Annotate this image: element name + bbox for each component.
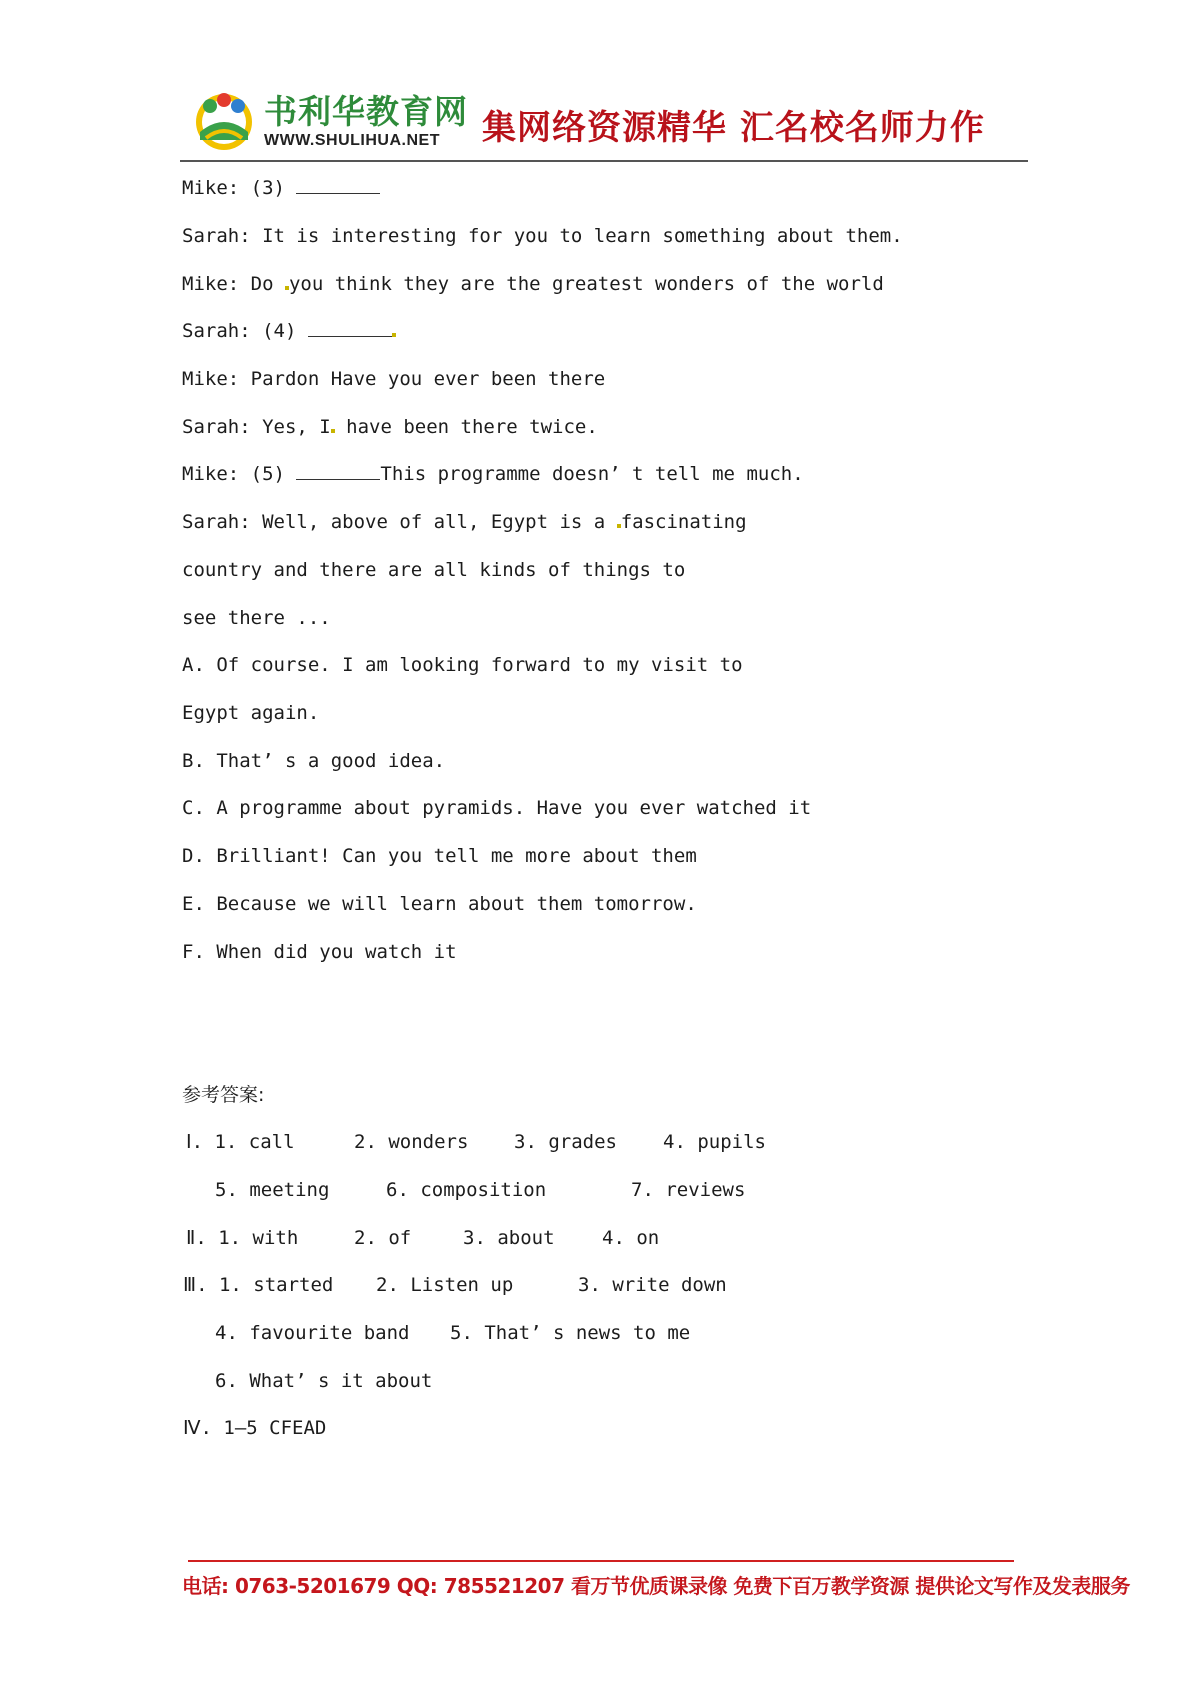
answer-2-3: 3. about xyxy=(463,1227,555,1249)
logo-url: WWW.SHULIHUA.NET xyxy=(264,132,440,149)
dialogue-line-6: Sarah: Yes, I have been there twice. xyxy=(182,416,598,438)
option-c: C. A programme about pyramids. Have you ever watched it xyxy=(182,797,812,819)
dialogue-line-1: Mike: (3) xyxy=(182,176,380,200)
option-a: A. Of course. I am looking forward to my visit to xyxy=(182,654,743,676)
dialogue-line-2: Sarah: It is interesting for you to learn something about them. xyxy=(182,225,903,247)
answer-blank xyxy=(308,320,392,337)
answer-4: Ⅳ. 1—5 CFEAD xyxy=(183,1417,327,1439)
logo-title: 书利华教育网 xyxy=(264,92,468,131)
answer-2-1: Ⅱ. 1. with xyxy=(186,1227,299,1249)
answer-3-2: 2. Listen up xyxy=(376,1274,514,1296)
answer-blank xyxy=(296,177,380,194)
answer-1-7: 7. reviews xyxy=(631,1179,746,1201)
answer-2-4: 4. on xyxy=(602,1227,660,1249)
dialogue-line-4: Sarah: (4) xyxy=(182,319,396,343)
answer-1-5: 5. meeting xyxy=(215,1179,330,1201)
header-divider xyxy=(180,160,1028,162)
answer-3-1: Ⅲ. 1. started xyxy=(183,1274,334,1296)
answer-3-5: 5. That’ s news to me xyxy=(450,1322,691,1344)
option-e: E. Because we will learn about them tomorrow. xyxy=(182,893,697,915)
answers-heading: 参考答案: xyxy=(182,1084,265,1106)
answer-3-3: 3. write down xyxy=(578,1274,727,1296)
answer-1-6: 6. composition xyxy=(386,1179,547,1201)
answer-3-6: 6. What’ s it about xyxy=(215,1370,433,1392)
dialogue-line-5: Mike: Pardon Have you ever been there xyxy=(182,368,606,390)
answer-3-4: 4. favourite band xyxy=(215,1322,410,1344)
answer-1-1: Ⅰ. 1. call xyxy=(186,1131,295,1153)
dialogue-line-8: Sarah: Well, above of all, Egypt is a fascinating xyxy=(182,511,747,533)
option-f: F. When did you watch it xyxy=(182,941,457,963)
answer-1-2: 2. wonders xyxy=(354,1131,469,1153)
header-slogan: 集网络资源精华 汇名校名师力作 xyxy=(482,108,985,148)
footer-contact: 电话: 0763-5201679 QQ: 785521207 看万节优质课录像 免费下百万教学资源 提供论文写作及发表服务 xyxy=(182,1574,1130,1598)
footer-divider xyxy=(188,1560,1014,1562)
page-header xyxy=(180,86,1025,156)
option-d: D. Brilliant! Can you tell me more about them xyxy=(182,845,697,867)
dialogue-line-3: Mike: Do you think they are the greatest wonders of the world xyxy=(182,273,884,295)
answer-1-4: 4. pupils xyxy=(663,1131,766,1153)
dialogue-line-10: see there ... xyxy=(182,607,331,629)
answer-2-2: 2. of xyxy=(354,1227,412,1249)
option-b: B. That’ s a good idea. xyxy=(182,750,446,772)
logo-icon xyxy=(192,88,256,152)
dialogue-line-7: Mike: (5) This programme doesn’ t tell me much. xyxy=(182,463,804,485)
option-a-cont: Egypt again. xyxy=(182,702,320,724)
answer-blank xyxy=(296,463,380,480)
dialogue-line-9: country and there are all kinds of things to xyxy=(182,559,686,581)
answer-1-3: 3. grades xyxy=(514,1131,617,1153)
